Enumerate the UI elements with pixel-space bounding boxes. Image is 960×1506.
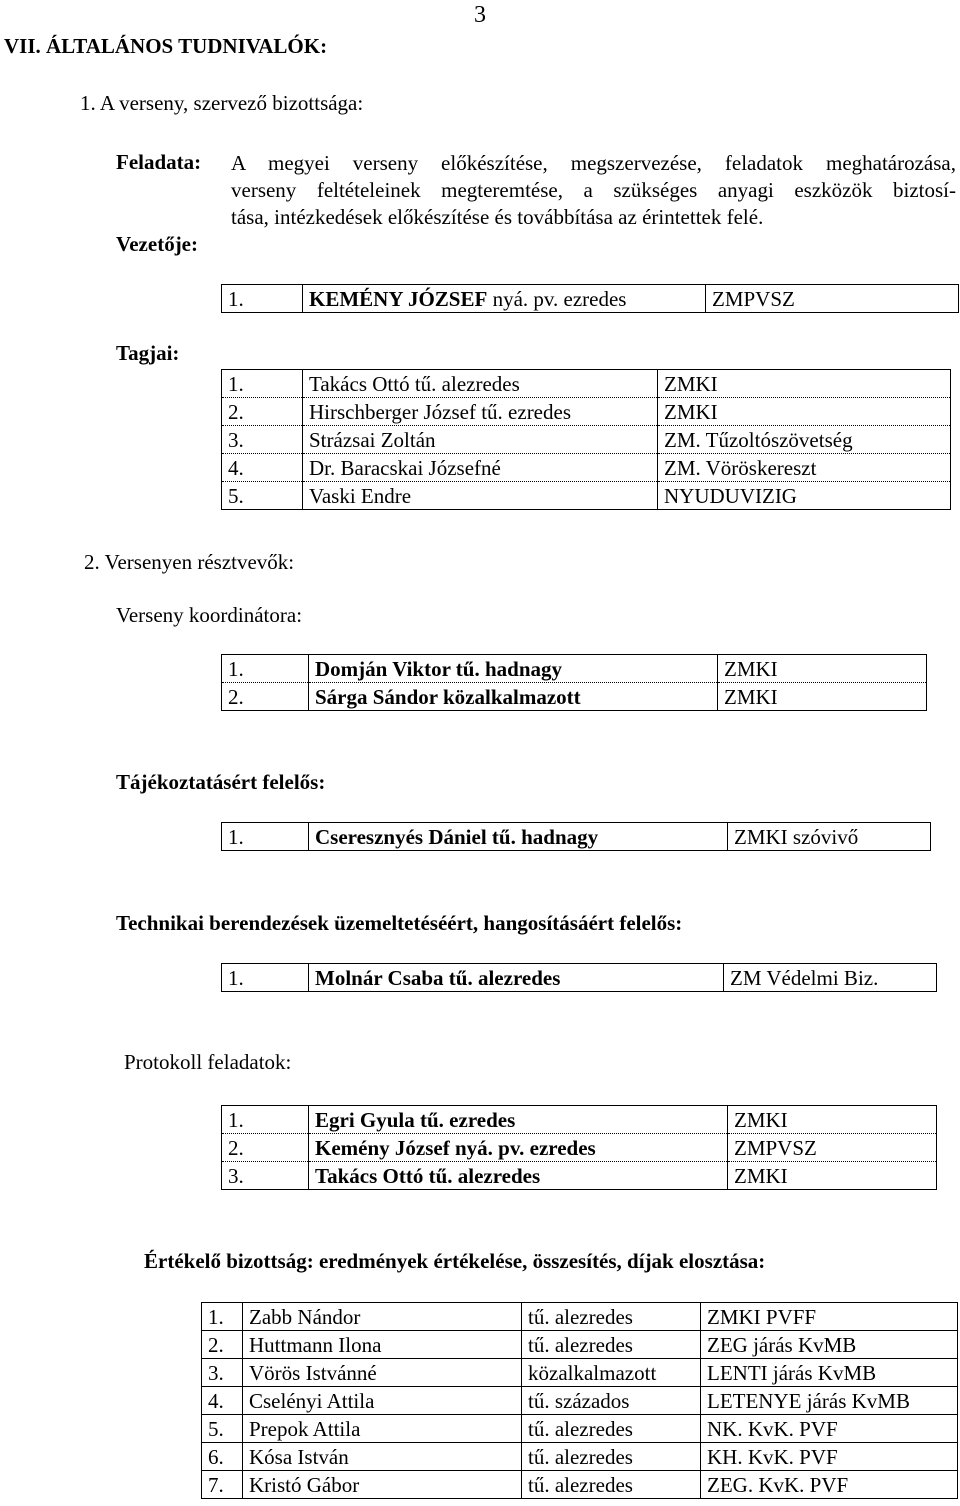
table-row [222, 1106, 937, 1134]
eval-name: Prepok Attila [243, 1415, 522, 1443]
eval-org: ZEG. KvK. PVF [701, 1471, 958, 1499]
leader-table [221, 284, 959, 313]
leader-rank: nyá. pv. ezredes [487, 286, 627, 311]
row-number: 7. [202, 1471, 243, 1499]
evaluation-label: Értékelő bizottság: eredmények értékelése, összesítés, díjak elosztása: [144, 1249, 766, 1273]
table-row [222, 398, 951, 426]
table-row [202, 1303, 958, 1331]
eval-name: Vörös Istvánné [243, 1359, 522, 1387]
eval-name: Huttmann Ilona [243, 1331, 522, 1359]
leader-org: ZMPVSZ [706, 285, 959, 313]
info-org: ZMKI szóvivő [728, 823, 931, 851]
table-row [222, 482, 951, 510]
tech-label: Technikai berendezések üzemeltetéséért, hangosításáért felelős: [116, 911, 683, 935]
eval-rank: közalkalmazott [522, 1359, 701, 1387]
eval-org: NK. KvK. PVF [701, 1415, 958, 1443]
eval-org: KH. KvK. PVF [701, 1443, 958, 1471]
eval-name: Kristó Gábor [243, 1471, 522, 1499]
member-name: Dr. Baracskai Józsefné [303, 454, 658, 482]
table-row [222, 370, 951, 398]
row-number: 1. [222, 1106, 309, 1134]
row-number: 2. [222, 683, 309, 711]
table-row [202, 1359, 958, 1387]
member-name: Vaski Endre [303, 482, 658, 510]
tech-table [221, 963, 937, 992]
eval-rank: tű. alezredes [522, 1303, 701, 1331]
row-number: 5. [222, 482, 303, 510]
eval-rank: tű. százados [522, 1387, 701, 1415]
row-number: 1. [202, 1303, 243, 1331]
coordinator-org: ZMKI [718, 655, 927, 683]
row-number: 2. [222, 1134, 309, 1162]
member-name: Hirschberger József tű. ezredes [303, 398, 658, 426]
coordinator-name: Sárga Sándor közalkalmazott [309, 683, 718, 711]
eval-name: Cselényi Attila [243, 1387, 522, 1415]
protocol-table [221, 1105, 937, 1190]
protocol-label: Protokoll feladatok: [124, 1050, 292, 1074]
eval-org: LENTI járás KvMB [701, 1359, 958, 1387]
info-label: Tájékoztatásért felelős: [116, 770, 326, 794]
task-line: tása, intézkedések előkészítése és továbbítása az érintettek felé. [231, 205, 764, 229]
protocol-org: ZMPVSZ [728, 1134, 937, 1162]
member-org: ZMKI [658, 398, 951, 426]
member-name: Takács Ottó tű. alezredes [303, 370, 658, 398]
protocol-org: ZMKI [728, 1162, 937, 1190]
coordinators-table [221, 654, 927, 711]
member-org: ZM. Tűzoltószövetség [658, 426, 951, 454]
members-label: Tagjai: [116, 341, 180, 365]
row-number: 3. [222, 1162, 309, 1190]
chapter-heading: VII. ÁLTALÁNOS TUDNIVALÓK: [4, 34, 328, 58]
row-number: 5. [202, 1415, 243, 1443]
row-number: 4. [222, 454, 303, 482]
table-row [222, 1162, 937, 1190]
row-number: 1. [222, 823, 309, 851]
table-row [202, 1331, 958, 1359]
row-number: 6. [202, 1443, 243, 1471]
info-name: Cseresznyés Dániel tű. hadnagy [309, 823, 728, 851]
row-number: 3. [222, 426, 303, 454]
eval-rank: tű. alezredes [522, 1415, 701, 1443]
row-number: 3. [202, 1359, 243, 1387]
row-number: 1. [222, 655, 309, 683]
section-2-title: 2. Versenyen résztvevők: [84, 550, 295, 574]
table-row [222, 285, 959, 313]
page-number: 3 [474, 2, 486, 28]
table-row [202, 1387, 958, 1415]
table-row [222, 454, 951, 482]
leader-name [303, 285, 706, 313]
row-number: 4. [202, 1387, 243, 1415]
table-row [202, 1443, 958, 1471]
eval-org: LETENYE járás KvMB [701, 1387, 958, 1415]
protocol-name: Egri Gyula tű. ezredes [309, 1106, 728, 1134]
eval-org: ZMKI PVFF [701, 1303, 958, 1331]
protocol-org: ZMKI [728, 1106, 937, 1134]
eval-org: ZEG járás KvMB [701, 1331, 958, 1359]
table-row [222, 426, 951, 454]
table-row [222, 683, 927, 711]
row-number: 2. [202, 1331, 243, 1359]
task-line: verseny feltételeinek megteremtése, a szükséges anyagi eszközök biztosí- [231, 178, 956, 202]
member-org: ZM. Vöröskereszt [658, 454, 951, 482]
row-number: 1. [222, 285, 303, 313]
table-row [222, 964, 937, 992]
row-number: 2. [222, 398, 303, 426]
table-row [222, 1134, 937, 1162]
table-row [222, 823, 931, 851]
coordinator-label: Verseny koordinátora: [116, 603, 303, 627]
task-paragraph [231, 150, 956, 231]
eval-rank: tű. alezredes [522, 1443, 701, 1471]
member-name: Strázsai Zoltán [303, 426, 658, 454]
tech-org: ZM Védelmi Biz. [724, 964, 937, 992]
leader-label: Vezetője: [116, 232, 199, 256]
table-row [202, 1471, 958, 1499]
member-org: ZMKI [658, 370, 951, 398]
table-row [222, 655, 927, 683]
eval-rank: tű. alezredes [522, 1471, 701, 1499]
section-1-title: 1. A verseny, szervező bizottsága: [80, 91, 364, 115]
member-org: NYUDUVIZIG [658, 482, 951, 510]
coordinator-org: ZMKI [718, 683, 927, 711]
info-table [221, 822, 931, 851]
eval-name: Zabb Nándor [243, 1303, 522, 1331]
coordinator-name: Domján Viktor tű. hadnagy [309, 655, 718, 683]
table-row [202, 1415, 958, 1443]
task-label: Feladata: [116, 150, 202, 174]
protocol-name: Kemény József nyá. pv. ezredes [309, 1134, 728, 1162]
row-number: 1. [222, 964, 309, 992]
leader-name-bold: KEMÉNY JÓZSEF [309, 286, 488, 311]
task-line: A megyei verseny előkészítése, megszervezése, feladatok meghatározása, [231, 151, 956, 175]
protocol-name: Takács Ottó tű. alezredes [309, 1162, 728, 1190]
evaluation-table [201, 1302, 958, 1499]
eval-name: Kósa István [243, 1443, 522, 1471]
tech-name: Molnár Csaba tű. alezredes [309, 964, 724, 992]
row-number: 1. [222, 370, 303, 398]
members-table [221, 369, 951, 510]
eval-rank: tű. alezredes [522, 1331, 701, 1359]
